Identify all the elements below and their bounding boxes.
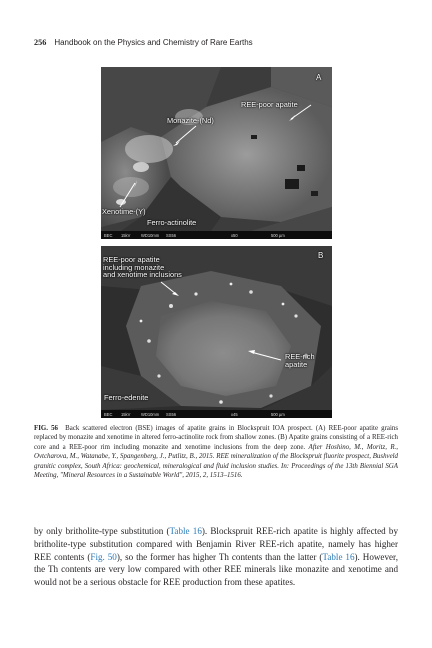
panel-letter-b: B [318,251,324,260]
fig-50-link[interactable]: Fig. 50 [90,551,117,562]
page-number: 256 [34,38,47,47]
sem-scale-bar: 500 µm [271,233,285,238]
sem-scale-bar: 500 µm [271,412,285,417]
sem-info-bar-b [101,410,332,418]
table-16-link[interactable]: Table 16 [322,551,355,562]
caption-text: Back scattered electron (BSE) images of apatite grains in Blockspruit IOA prospect. (A) REE-poor apatite grains replaced by monazite and xenotime in altered ferro-actinolite rock from shallow zones. (B) Apatite grains consisting of a REE-rich core and a REE-poor rim including monazite and xenotime inclusions from the deep zone. [34,425,399,451]
label-ferro-actinolite: Ferro-actinolite [147,218,197,227]
label-ree-poor-apatite: REE-poor apatite [241,100,298,109]
bse-image-panel-b [101,246,332,418]
label-monazite: Monazite-(Nd) [167,116,214,125]
sem-voltage: 15kV [121,233,131,238]
body-text-segment: ), so the former has higher Th contents than the latter ( [116,551,323,562]
figure-caption [34,424,398,480]
panel-letter-a: A [316,73,322,82]
running-head: Handbook on the Physics and Chemistry of Rare Earths [54,38,253,47]
page-header [34,38,253,47]
sem-magnification: x45 [231,412,238,417]
label-ree-poor-apatite-inclusions: REE-poor apatite including monazite and xenotime inclusions [103,255,182,280]
figure-label: FIG. 56 [34,425,59,432]
body-paragraph [34,525,398,589]
body-text-segment: ). Blockspruit REE-rich apatite is highly affected by britholite-type substitution compared with Benjamin River REE-rich apatite, namely has higher REE contents ( [34,526,399,562]
label-ferro-edenite: Ferro-edenite [104,393,149,402]
caption-citation: After Hoshino, M., Moritz, R., Ovtcharova, M., Watanabe, Y., Spangenberg, J., Putlitz, B., 2015. REE mineralization of the Blockspruit fluorite prospect, Bushveld granitic complex, South Africa: geochemical, mineralogical and fluid inclusion studies. In: Proceedings of the 13th Biennial SGA Meeting, "Mineral Resources in a Sustainable World", 2015, 2, 1513–1516. [34,443,398,480]
body-text-segment: ). However, the Th contents are very low compared with other REE minerals like monazite and xenotime and would not be a serious obstacle for REE production from these apatites. [34,551,398,588]
sem-mode: BEC [104,233,113,238]
sem-working-distance: WD10mm [141,412,160,417]
sem-info-bar-a [101,231,332,239]
sem-sample: SS56 [166,412,177,417]
sem-mode: BEC [104,412,113,417]
body-text-segment: by only britholite-type substitution ( [34,526,170,536]
bse-image-panel-a [101,67,332,239]
sem-voltage: 15kV [121,412,131,417]
table-16-link[interactable]: Table 16 [169,526,202,536]
sem-sample: SS56 [166,233,177,238]
sem-magnification: x50 [231,233,238,238]
label-ree-rich-apatite: REE-rich apatite [285,352,315,369]
label-xenotime: Xenotime-(Y) [102,207,146,216]
sem-working-distance: WD10mm [141,233,160,238]
